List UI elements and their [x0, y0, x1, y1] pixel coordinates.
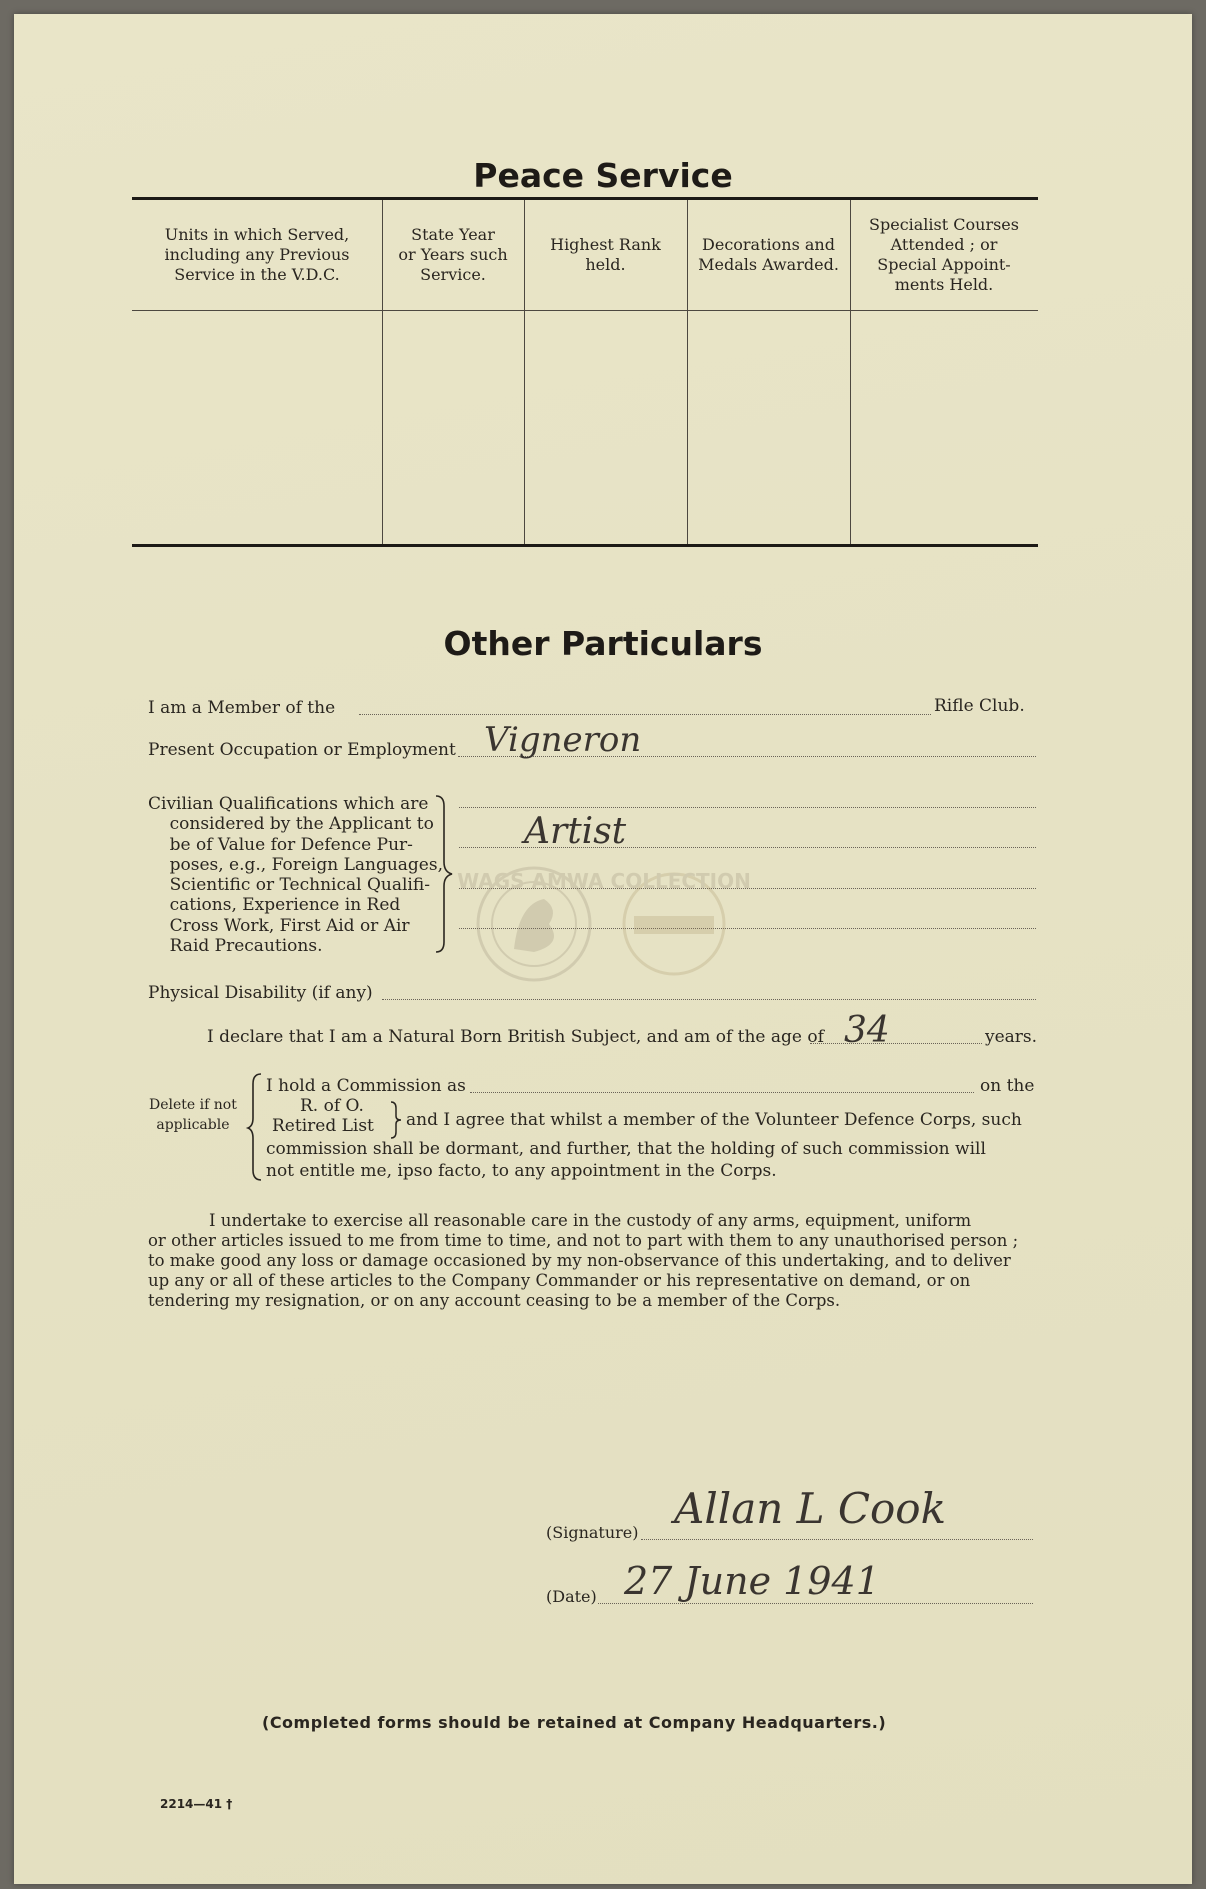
- rifle-club-field[interactable]: [359, 714, 931, 715]
- watermark-text: WAGS AMWA COLLECTION: [457, 869, 751, 893]
- commission-line-3: commission shall be dormant, and further, that the holding of such commission will: [266, 1139, 986, 1159]
- civilian-brace: [434, 794, 454, 954]
- civilian-handwritten: Artist: [524, 811, 627, 852]
- commission-on-the: on the: [980, 1076, 1035, 1096]
- form-number: 2214—41 †: [160, 1797, 233, 1811]
- commission-brace-left: [247, 1072, 263, 1182]
- date-label: (Date): [546, 1587, 597, 1606]
- undertake-line-3: to make good any loss or damage occasioned by my non-observance of this undertaking, and to deliver: [148, 1251, 1011, 1270]
- commission-line-1: I hold a Commission as: [266, 1076, 466, 1096]
- peace-service-table: [132, 197, 1038, 547]
- col-units-header: Units in which Served, including any Previous Service in the V.D.C.: [164, 225, 350, 284]
- commission-retired-list: Retired List: [272, 1116, 374, 1136]
- collection-watermark: [457, 864, 751, 984]
- age-handwritten: 34: [844, 1010, 890, 1051]
- civilian-line-1[interactable]: [459, 807, 1036, 808]
- signature-label: (Signature): [546, 1523, 639, 1542]
- undertake-line-2: or other articles issued to me from time to time, and not to part with them to any unauthorised person ;: [148, 1231, 1019, 1250]
- commission-brace-right: [389, 1100, 403, 1140]
- col-courses-header: Specialist Courses Attended ; or Special Appoint- ments Held.: [869, 215, 1019, 294]
- date-field[interactable]: [598, 1603, 1033, 1604]
- col-rank: [524, 200, 688, 544]
- occupation-handwritten: Vigneron: [484, 720, 642, 760]
- undertake-line-1: I undertake to exercise all reasonable care in the custody of any arms, equipment, uniform: [209, 1211, 972, 1230]
- commission-line-4: not entitle me, ipso facto, to any appointment in the Corps.: [266, 1161, 777, 1181]
- occupation-label: Present Occupation or Employment: [148, 740, 456, 760]
- col-courses: [850, 200, 1038, 544]
- other-particulars-title: Other Particulars: [443, 624, 763, 663]
- member-prefix: I am a Member of the: [148, 698, 336, 718]
- col-decorations-header: Decorations and Medals Awarded.: [698, 235, 839, 274]
- footer-note: (Completed forms should be retained at Company Headquarters.): [262, 1713, 887, 1732]
- undertake-line-4: up any or all of these articles to the Company Commander or his representative on demand, or on: [148, 1271, 971, 1290]
- undertake-line-5: tendering my resignation, or on any account ceasing to be a member of the Corps.: [148, 1291, 841, 1310]
- member-suffix: Rifle Club.: [934, 696, 1025, 716]
- signature-field[interactable]: [641, 1539, 1033, 1540]
- declaration-suffix: years.: [985, 1027, 1038, 1047]
- commission-line-2: and I agree that whilst a member of the Volunteer Defence Corps, such: [406, 1110, 1022, 1130]
- form-page: [14, 14, 1192, 1884]
- table-header-divider: [132, 310, 1038, 311]
- commission-field[interactable]: [470, 1092, 974, 1093]
- col-years-header: State Year or Years such Service.: [398, 225, 508, 284]
- date-handwritten: 27 June 1941: [624, 1559, 880, 1603]
- disability-field[interactable]: [382, 999, 1036, 1000]
- age-field[interactable]: [810, 1043, 982, 1044]
- col-units: [132, 200, 383, 544]
- peace-service-title: Peace Service: [473, 156, 733, 195]
- commission-ro: R. of O.: [300, 1096, 364, 1116]
- col-years: [382, 200, 525, 544]
- signature-handwritten: Allan L Cook: [674, 1484, 947, 1533]
- disability-label: Physical Disability (if any): [148, 983, 373, 1003]
- declaration-prefix: I declare that I am a Natural Born British Subject, and am of the age of: [207, 1027, 824, 1047]
- col-decorations: [687, 200, 851, 544]
- civilian-qualifications-label: Civilian Qualifications which are considered by the Applicant to be of Value for Defence Pur- poses, e.g., Foreign Languages, Scientific or Technical Qualifi- cations, Experience in Red Cross Work, First Aid or Air Raid Precautions.: [148, 794, 443, 957]
- delete-note: Delete if not applicable: [149, 1097, 237, 1133]
- col-rank-header: Highest Rank held.: [550, 235, 661, 274]
